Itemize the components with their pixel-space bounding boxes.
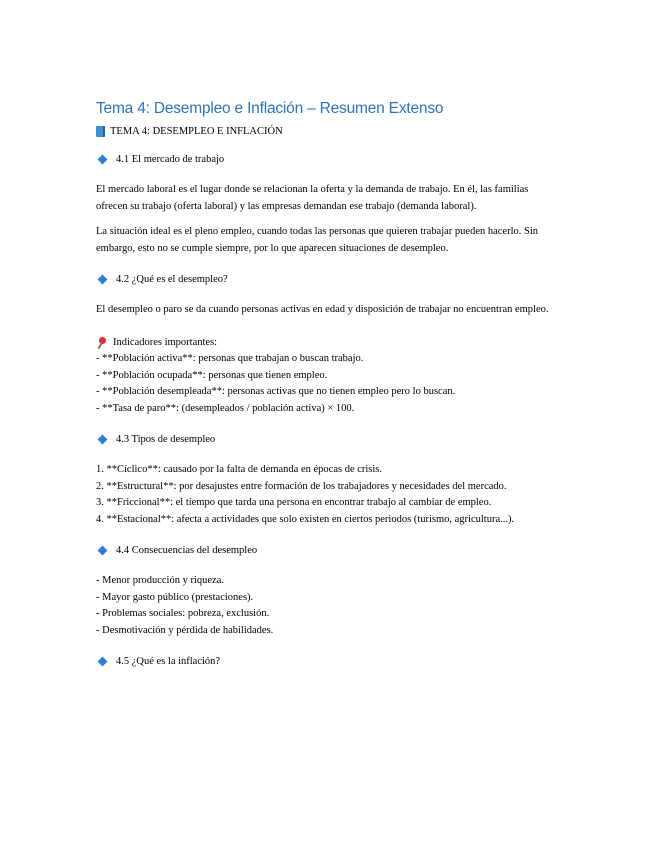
document-subtitle [96,126,556,137]
indicators-list [96,335,556,418]
list-item: - Problemas sociales: pobreza, exclusión. [96,608,270,619]
subtitle-text: TEMA 4: DESEMPLEO E INFLACIÓN [110,126,283,137]
list-item: - Menor producción y riqueza. [96,575,224,586]
list-item: - **Población desempleada**: personas activas que no tienen empleo pero lo buscan. [96,386,456,397]
diamond-icon [98,435,108,445]
list-item: - Mayor gasto público (prestaciones). [96,591,254,603]
book-icon [96,126,105,137]
document-title: Tema 4: Desempleo e Inflación – Resumen Extenso [96,100,444,117]
section-heading-text: 4.4 Consecuencias del desempleo [116,545,258,556]
diamond-icon [98,546,108,556]
section-heading-4-4 [96,545,556,556]
list-item: 1. **Cíclico**: causado por la falta de demanda en épocas de crisis. [96,464,383,475]
section-heading-text: 4.3 Tipos de desempleo [116,434,216,445]
list-item: - **Población activa**: personas que trabajan o buscan trabajo. [96,353,364,364]
section-heading-text: 4.2 ¿Qué es el desempleo? [116,274,228,285]
pushpin-icon [96,337,108,349]
diamond-icon [98,657,108,667]
paragraph-unemployment-definition: El desempleo o paro se da cuando personas activas en edad y disposición de trabajar no encuentran empleo. [96,304,549,315]
paragraph-labor-market: El mercado laboral es el lugar donde se relacionan la oferta y la demanda de trabajo. En él, las familias ofrecen su trabajo (oferta laboral) y las empresas demandan ese trabajo (demanda laboral). [96,184,529,212]
section-heading-4-5 [96,656,556,667]
list-item: - **Población ocupada**: personas que tienen empleo. [96,369,328,381]
section-heading-text: 4.5 ¿Qué es la inflación? [116,656,221,667]
diamond-icon [98,155,108,165]
list-item: - **Tasa de paro**: (desempleados / población activa) × 100. [96,402,355,414]
section-heading-4-3 [96,434,556,445]
list-item: 3. **Friccional**: el tiempo que tarda una persona en encontrar trabajo al cambiar de empleo. [96,497,492,508]
indicators-title [96,335,556,352]
section-heading-text: 4.1 El mercado de trabajo [116,154,225,165]
section-heading-4-2 [96,274,556,285]
paragraph-full-employment: La situación ideal es el pleno empleo, cuando todas las personas que quieren trabajar pueden hacerlo. Sin embargo, esto no se cumple siempre, por lo que aparecen situaciones de desempleo. [96,226,539,254]
list-item: 2. **Estructural**: por desajustes entre formación de los trabajadores y necesidades del mercado. [96,480,507,492]
section-heading-4-1 [96,154,556,165]
diamond-icon [98,275,108,285]
consequences-list [96,573,556,639]
indicators-title-text: Indicadores importantes: [113,336,218,348]
document-page [96,100,556,684]
list-item: 4. **Estacional**: afecta a actividades que solo existen en ciertos periodos (turismo, agricultura...). [96,513,515,525]
unemployment-types-list [96,462,556,528]
list-item: - Desmotivación y pérdida de habilidades. [96,624,274,636]
